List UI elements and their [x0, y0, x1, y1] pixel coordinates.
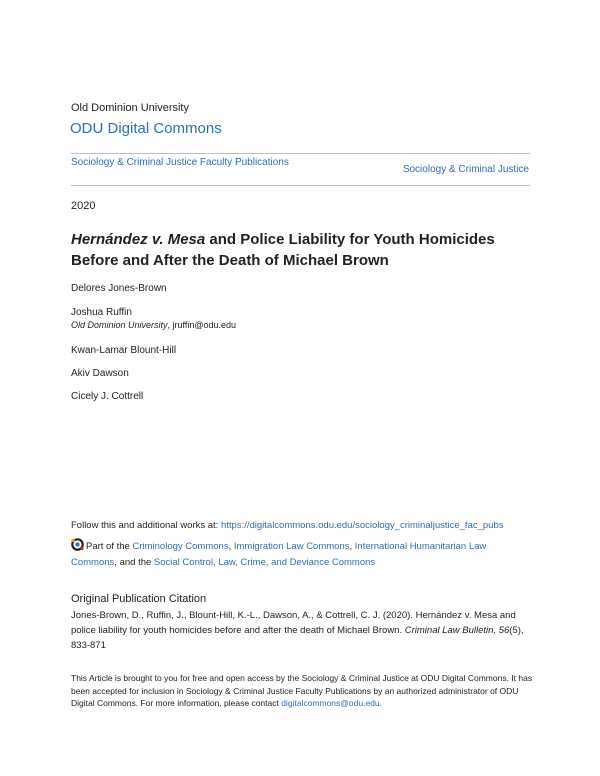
divider-top	[71, 153, 530, 154]
network-icon	[71, 538, 84, 551]
article-title	[71, 229, 541, 271]
partof-separator: ,	[228, 541, 234, 552]
affiliation-email: , jruffin@odu.edu	[167, 320, 237, 330]
university-name: Old Dominion University	[71, 102, 189, 114]
citation-body: Jones-Brown, D., Ruffin, J., Blount-Hill, K.-L., Dawson, A., & Cottrell, C. J. (2020). Hernández v. Mesa and police liability for youth homicides before and after the death of Michael Brown.	[71, 610, 516, 636]
footer-notice	[71, 672, 541, 710]
author-name: Kwan-Lamar Blount-Hill	[71, 345, 177, 356]
partof-prefix: Part of the	[86, 541, 133, 552]
author-name: Delores Jones-Brown	[71, 283, 167, 294]
footer-end: .	[379, 698, 383, 708]
repository-link[interactable]: ODU Digital Commons	[70, 120, 222, 137]
follow-line	[71, 520, 503, 531]
discipline-link-immigration-law[interactable]: Immigration Law Commons	[233, 541, 350, 552]
affiliation-institution: Old Dominion University	[71, 320, 168, 330]
citation-issue-pages: (5), 833-871	[71, 625, 524, 651]
title-rest: and Police Liability for Youth Homicides Before and After the Death of Michael Brown	[71, 231, 495, 269]
citation-heading: Original Publication Citation	[71, 593, 207, 605]
partof-separator: ,	[349, 541, 355, 552]
author-name: Cicely J. Cottrell	[71, 391, 144, 402]
author-name: Joshua Ruffin	[71, 307, 132, 318]
part-of-disciplines	[71, 538, 531, 571]
discipline-link-social-control[interactable]: Social Control, Law, Crime, and Deviance Commons	[153, 557, 376, 568]
follow-text: Follow this and additional works at:	[71, 520, 221, 531]
author-name: Akiv Dawson	[71, 368, 129, 379]
citation-journal: Criminal Law Bulletin, 56	[404, 625, 510, 636]
divider-bottom	[71, 185, 530, 186]
collection-link-department[interactable]: Sociology & Criminal Justice	[402, 164, 529, 175]
contact-email-link[interactable]: digitalcommons@odu.edu	[281, 698, 380, 708]
citation-text	[71, 608, 541, 653]
discipline-link-criminology[interactable]: Criminology Commons	[132, 541, 229, 552]
footer-text: This Article is brought to you for free and open access by the Sociology & Criminal Justice at ODU Digital Commons. It has been accepted for inclusion in Sociology & Criminal Justice Faculty Publications by an authorized administrator of ODU Digital Commons. For more information, please contact	[71, 673, 533, 708]
discipline-link-international-humanitarian-law[interactable]: International Humanitarian Law Commons	[71, 541, 487, 568]
author-affiliation	[71, 320, 236, 330]
title-italic-part: Hernández v. Mesa	[71, 231, 206, 248]
follow-url-link[interactable]: https://digitalcommons.odu.edu/sociology_criminaljustice_fac_pubs	[220, 520, 504, 531]
collection-link-faculty-publications[interactable]: Sociology & Criminal Justice Faculty Publications	[71, 157, 289, 168]
partof-separator: , and the	[114, 557, 154, 568]
publication-year: 2020	[71, 200, 96, 212]
